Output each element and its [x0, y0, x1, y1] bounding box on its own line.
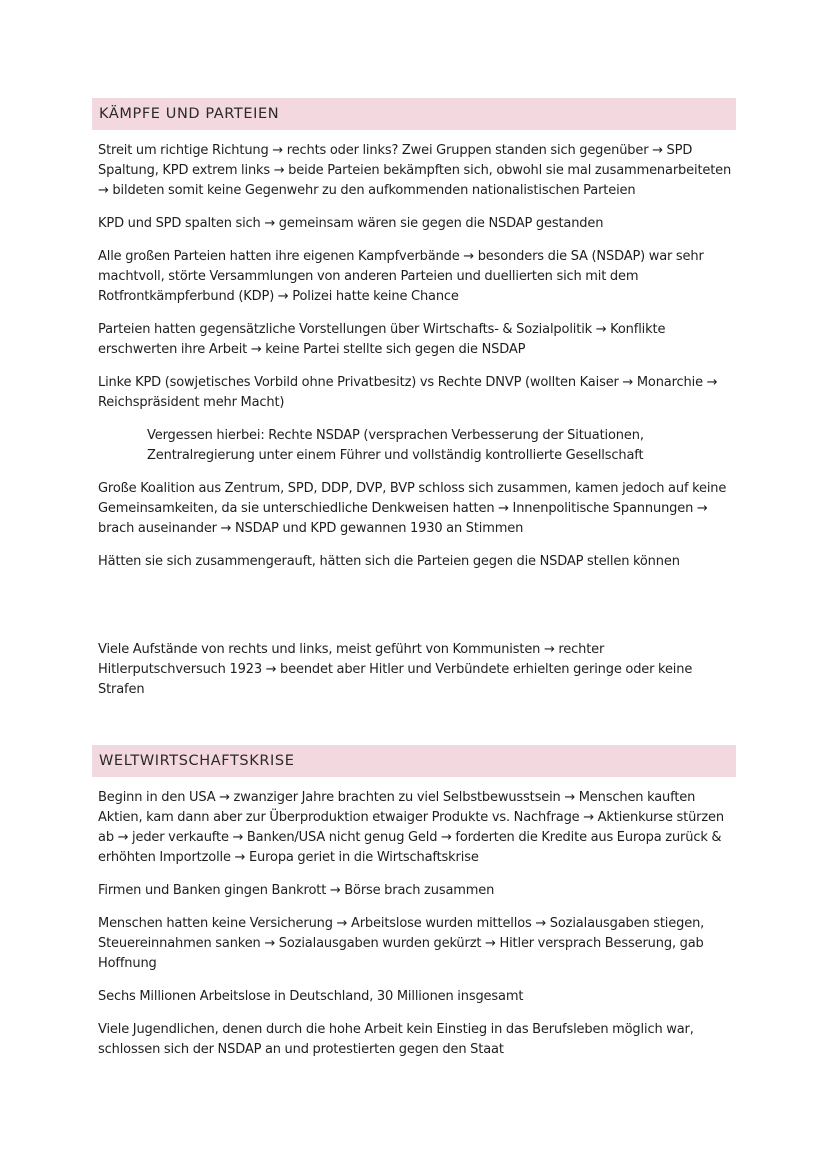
- section-heading: KÄMPFE UND PARTEIEN: [92, 98, 736, 130]
- paragraph: Firmen und Banken gingen Bankrott → Börse brach zusammen: [98, 883, 495, 898]
- paragraph: Große Koalition aus Zentrum, SPD, DDP, DVP, BVP schloss sich zusammen, kamen jedoch auf keine Gemeinsamkeiten, da sie unterschiedliche Denkweisen hatten → Innenpolitische Spannungen → brach auseinander → NSDAP und KPD gewannen 1930 an Stimmen: [98, 481, 727, 536]
- paragraph: Linke KPD (sowjetisches Vorbild ohne Privatbesitz) vs Rechte DNVP (wollten Kaiser → Monarchie → Reichspräsident mehr Macht): [98, 375, 718, 410]
- paragraph: Sechs Millionen Arbeitslose in Deutschland, 30 Millionen insgesamt: [98, 989, 524, 1004]
- paragraph: Hätten sie sich zusammengerauft, hätten sich die Parteien gegen die NSDAP stellen können: [98, 554, 680, 569]
- paragraph: Alle großen Parteien hatten ihre eigenen Kampfverbände → besonders die SA (NSDAP) war sehr machtvoll, störte Versammlungen von anderen Parteien und duellierten sich mit dem Rotfrontkämpferbund (KDP) → Polizei hatte keine Chance: [98, 249, 704, 304]
- paragraph: Menschen hatten keine Versicherung → Arbeitslose wurden mittellos → Sozialausgaben stiegen, Steuereinnahmen sanken → Sozialausgaben wurden gekürzt → Hitler versprach Besserung, gab Hoffnung: [98, 916, 705, 971]
- paragraph: Streit um richtige Richtung → rechts oder links? Zwei Gruppen standen sich gegenüber → SPD Spaltung, KPD extrem links → beide Parteien bekämpften sich, obwohl sie mal zusammenarbeiteten → bildeten somit keine Gegenwehr zu den aufkommenden nationalistischen Parteien: [98, 143, 732, 198]
- paragraph: Viele Aufstände von rechts und links, meist geführt von Kommunisten → rechter Hitlerputschversuch 1923 → beendet aber Hitler und Verbündete erhielten geringe oder keine Strafen: [98, 642, 693, 697]
- paragraph: KPD und SPD spalten sich → gemeinsam wären sie gegen die NSDAP gestanden: [98, 216, 604, 231]
- indented-paragraph: Vergessen hierbei: Rechte NSDAP (versprachen Verbesserung der Situationen, Zentralregierung unter einem Führer und vollständig kontrollierte Gesellschaft: [147, 428, 644, 463]
- section-weltwirtschaftskrise: [92, 745, 736, 1073]
- paragraph: Parteien hatten gegensätzliche Vorstellungen über Wirtschafts- & Sozialpolitik → Konflikte erschwerten ihre Arbeit → keine Partei stellte sich gegen die NSDAP: [98, 322, 666, 357]
- paragraph-block: [92, 640, 736, 713]
- section-heading: WELTWIRTSCHAFTSKRISE: [92, 745, 736, 777]
- section-kaempfe-und-parteien: [92, 98, 736, 585]
- paragraph: Viele Jugendlichen, denen durch die hohe Arbeit kein Einstieg in das Berufsleben möglich war, schlossen sich der NSDAP an und protestierten gegen den Staat: [98, 1022, 694, 1057]
- paragraph: Beginn in den USA → zwanziger Jahre brachten zu viel Selbstbewusstsein → Menschen kauften Aktien, kam dann aber zur Überproduktion etwaiger Produkte vs. Nachfrage → Aktienkurse stürzen ab → jeder verkaufte → Banken/USA nicht genug Geld → forderten die Kredite aus Europa zurück & erhöhten Importzolle → Europa geriet in die Wirtschaftskrise: [98, 790, 724, 865]
